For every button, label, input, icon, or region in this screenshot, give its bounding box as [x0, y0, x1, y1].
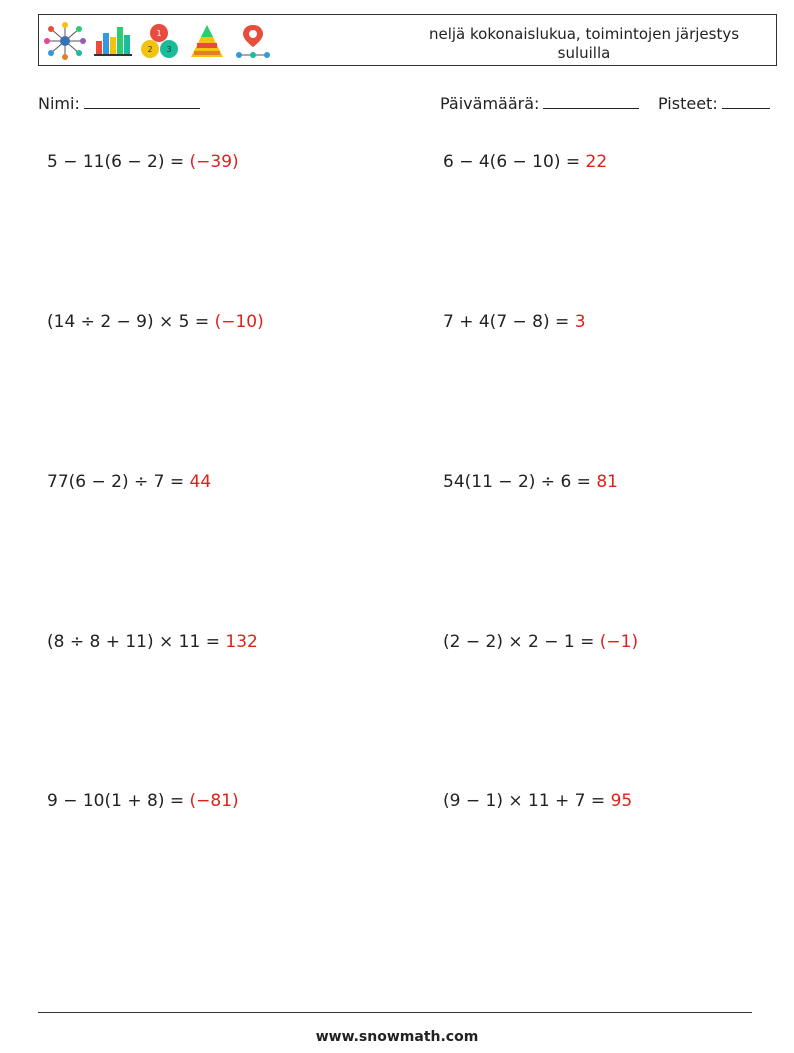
- worksheet-header: [38, 14, 777, 66]
- problem-2: [443, 152, 607, 172]
- problem-8: [443, 632, 638, 652]
- score-label: Pisteet:: [658, 94, 718, 113]
- problem-expression: 77(6 − 2) ÷ 7 =: [47, 472, 190, 492]
- problem-expression: (9 − 1) × 11 + 7 =: [443, 791, 611, 811]
- problem-expression: 5 − 11(6 − 2) =: [47, 152, 190, 172]
- worksheet-title: neljä kokonaislukua, toimintojen järjestys suluilla: [428, 25, 740, 62]
- date-label: Päivämäärä:: [440, 94, 540, 113]
- problem-10: [443, 791, 632, 811]
- pyramid-icon: [187, 21, 227, 61]
- problem-answer: (−10): [214, 312, 264, 332]
- name-blank[interactable]: [84, 94, 200, 109]
- problem-5: [47, 472, 211, 492]
- problem-answer: 81: [596, 472, 618, 492]
- problem-expression: 54(11 − 2) ÷ 6 =: [443, 472, 597, 492]
- problem-expression: (8 ÷ 8 + 11) × 11 =: [47, 632, 226, 652]
- score-field[interactable]: [658, 94, 770, 113]
- svg-text:3: 3: [166, 45, 172, 54]
- problem-answer: 3: [574, 312, 586, 332]
- problem-answer: (−1): [599, 632, 639, 652]
- problem-9: [47, 791, 239, 811]
- problem-6: [443, 472, 618, 492]
- problem-expression: (14 ÷ 2 − 9) × 5 =: [47, 312, 215, 332]
- problem-4: [443, 312, 586, 332]
- problem-expression: 6 − 4(6 − 10) =: [443, 152, 586, 172]
- problem-answer: (−39): [189, 152, 239, 172]
- name-label: Nimi:: [38, 94, 80, 113]
- numbered-circles-icon: [139, 21, 181, 61]
- score-blank[interactable]: [722, 94, 770, 109]
- problem-expression: (2 − 2) × 2 − 1 =: [443, 632, 600, 652]
- header-icons: [43, 19, 273, 63]
- svg-text:1: 1: [156, 29, 162, 38]
- problem-expression: 9 − 10(1 + 8) =: [47, 791, 190, 811]
- bar-chart-icon: [93, 21, 133, 61]
- date-field[interactable]: [440, 94, 639, 113]
- problem-1: [47, 152, 239, 172]
- footer-website[interactable]: www.snowmath.com: [315, 1029, 479, 1045]
- problem-expression: 7 + 4(7 − 8) =: [443, 312, 575, 332]
- footer-divider: [38, 1012, 752, 1013]
- problem-answer: 44: [189, 472, 212, 492]
- location-pin-icon: [233, 21, 273, 61]
- problem-answer: 95: [610, 791, 633, 811]
- name-field[interactable]: [38, 94, 200, 113]
- svg-text:2: 2: [147, 45, 153, 54]
- problem-answer: 132: [225, 632, 258, 652]
- problem-answer: (−81): [189, 791, 239, 811]
- problem-7: [47, 632, 258, 652]
- problem-answer: 22: [585, 152, 608, 172]
- problem-3: [47, 312, 264, 332]
- date-blank[interactable]: [543, 94, 639, 109]
- network-icon: [43, 21, 87, 61]
